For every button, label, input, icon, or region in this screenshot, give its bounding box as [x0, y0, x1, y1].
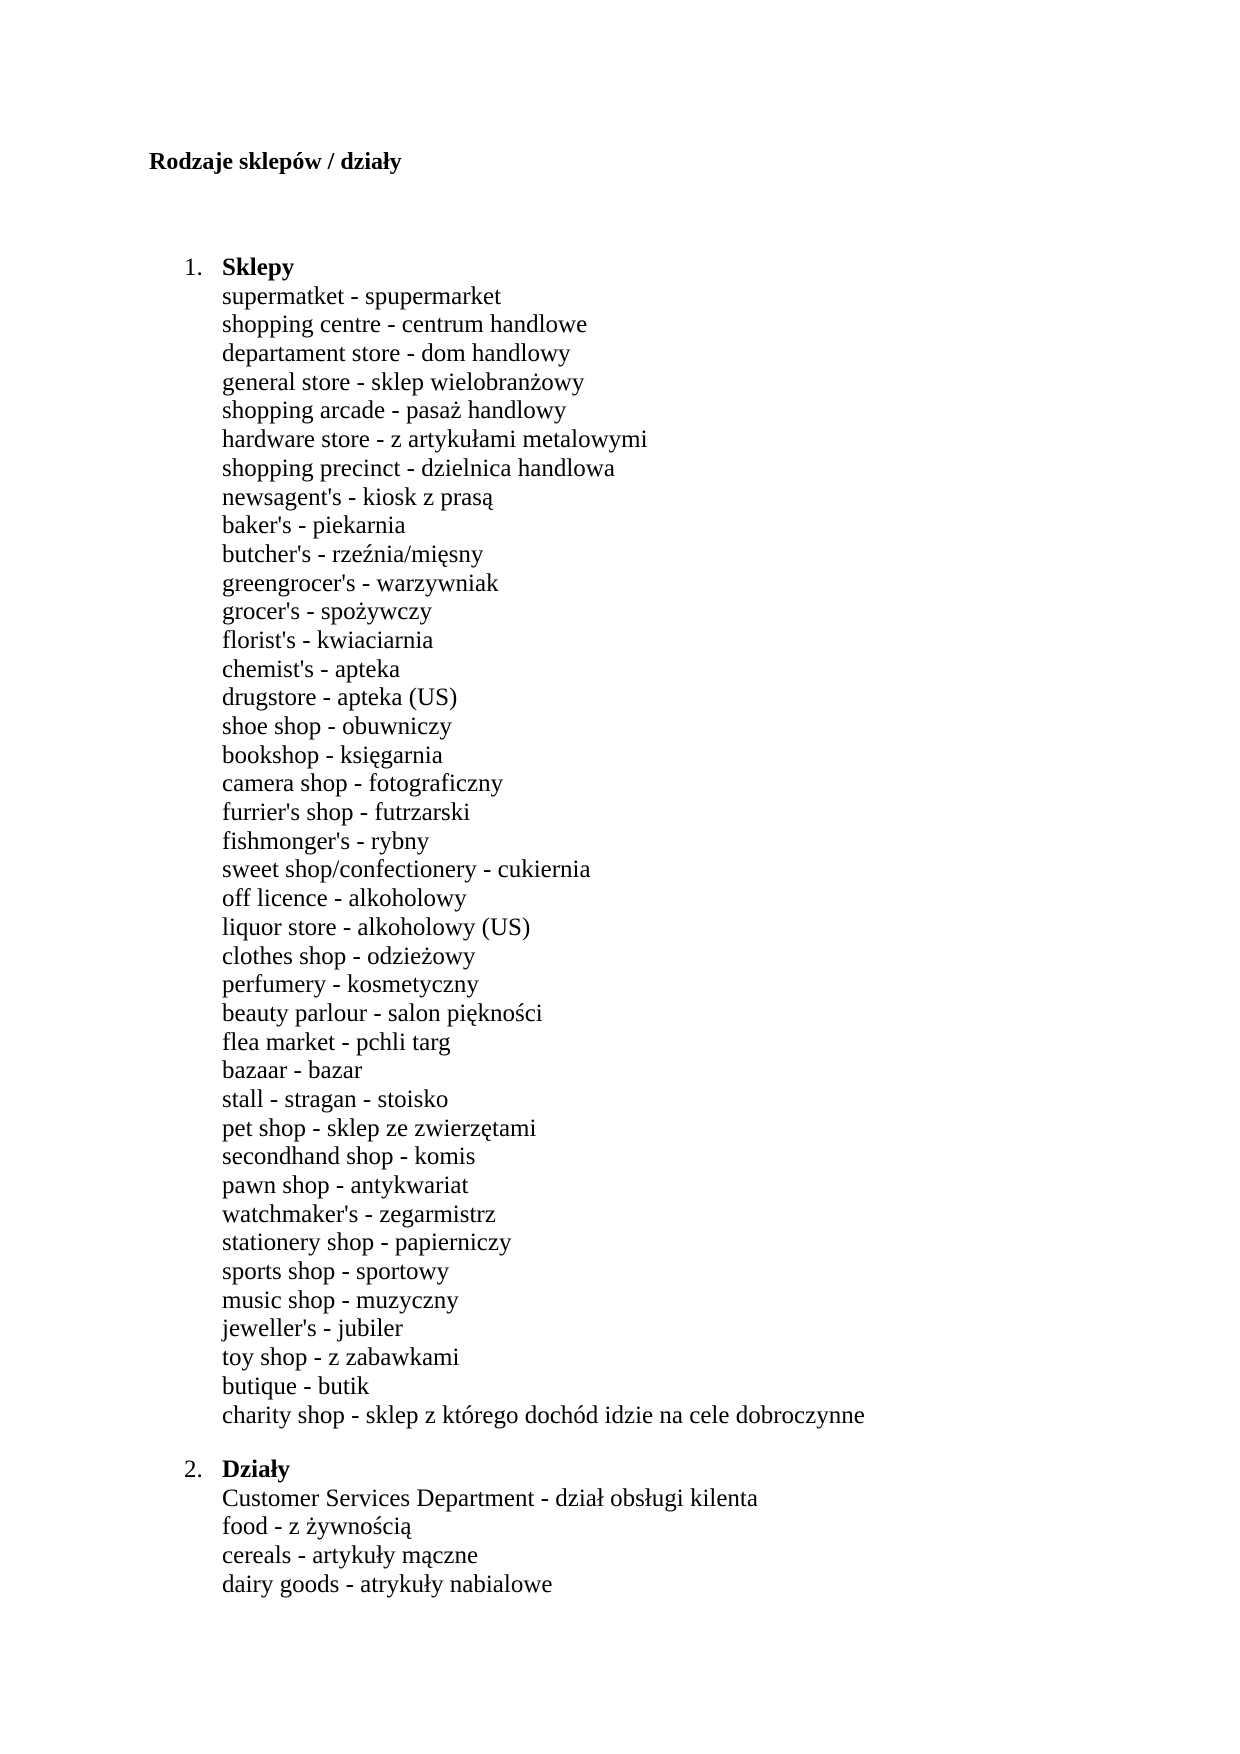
vocabulary-entry: shopping centre - centrum handlowe: [222, 311, 588, 339]
vocabulary-entry: shopping precinct - dzielnica handlowa: [222, 454, 615, 482]
vocabulary-entry: hardware store - z artykułami metalowymi: [222, 426, 648, 454]
section-number: 2.: [184, 1456, 203, 1483]
vocabulary-entry: perfumery - kosmetyczny: [222, 971, 479, 999]
vocabulary-entry: furrier's shop - futrzarski: [222, 799, 471, 827]
vocabulary-entry: pet shop - sklep ze zwierzętami: [222, 1114, 537, 1142]
vocabulary-list-sklepy: [222, 283, 865, 1431]
vocabulary-entry: clothes shop - odzieżowy: [222, 942, 476, 970]
vocabulary-list-dzialy: [222, 1485, 758, 1600]
vocabulary-entry: sweet shop/confectionery - cukiernia: [222, 856, 591, 884]
vocabulary-entry: watchmaker's - zegarmistrz: [222, 1200, 496, 1228]
vocabulary-entry: pawn shop - antykwariat: [222, 1172, 469, 1199]
vocabulary-entry: Customer Services Department - dział obsługi kilenta: [222, 1484, 758, 1512]
vocabulary-entry: grocer's - spożywczy: [222, 598, 432, 626]
vocabulary-entry: shoe shop - obuwniczy: [222, 713, 452, 740]
vocabulary-entry: off licence - alkoholowy: [222, 885, 467, 913]
vocabulary-entry: flea market - pchli targ: [222, 1028, 451, 1056]
section-number: 1.: [184, 254, 203, 281]
vocabulary-entry: stationery shop - papierniczy: [222, 1229, 512, 1257]
vocabulary-entry: liquor store - alkoholowy (US): [222, 913, 531, 941]
vocabulary-entry: dairy goods - atrykuły nabialowe: [222, 1570, 553, 1598]
vocabulary-entry: chemist's - apteka: [222, 655, 401, 683]
vocabulary-entry: bookshop - księgarnia: [222, 741, 443, 769]
vocabulary-entry: baker's - piekarnia: [222, 512, 406, 540]
vocabulary-entry: bazaar - bazar: [222, 1057, 363, 1085]
vocabulary-entry: music shop - muzyczny: [222, 1286, 459, 1314]
vocabulary-entry: butcher's - rzeźnia/mięsny: [222, 540, 484, 568]
section-heading: Sklepy: [222, 254, 295, 281]
vocabulary-entry: greengrocer's - warzywniak: [222, 569, 499, 597]
vocabulary-entry: secondhand shop - komis: [222, 1143, 476, 1171]
vocabulary-entry: camera shop - fotograficzny: [222, 770, 504, 798]
vocabulary-entry: stall - stragan - stoisko: [222, 1085, 449, 1113]
vocabulary-entry: shopping arcade - pasaż handlowy: [222, 397, 567, 425]
vocabulary-entry: cereals - artykuły mączne: [222, 1542, 479, 1570]
vocabulary-entry: departament store - dom handlowy: [222, 340, 571, 368]
section-heading: Działy: [222, 1456, 291, 1483]
vocabulary-entry: toy shop - z zabawkami: [222, 1344, 460, 1372]
vocabulary-entry: charity shop - sklep z którego dochód idzie na cele dobroczynne: [222, 1401, 865, 1429]
vocabulary-entry: supermatket - spupermarket: [222, 282, 502, 310]
vocabulary-entry: food - z żywnością: [222, 1513, 412, 1541]
vocabulary-entry: jeweller's - jubiler: [222, 1315, 403, 1343]
vocabulary-entry: florist's - kwiaciarnia: [222, 626, 434, 654]
vocabulary-entry: sports shop - sportowy: [222, 1258, 450, 1286]
vocabulary-entry: general store - sklep wielobranżowy: [222, 368, 585, 396]
vocabulary-entry: beauty parlour - salon piękności: [222, 999, 543, 1027]
vocabulary-entry: newsagent's - kiosk z prasą: [222, 483, 494, 511]
page-title: Rodzaje sklepów / działy: [149, 149, 402, 175]
vocabulary-entry: butique - butik: [222, 1372, 370, 1400]
vocabulary-entry: drugstore - apteka (US): [222, 684, 458, 712]
vocabulary-entry: fishmonger's - rybny: [222, 827, 430, 855]
